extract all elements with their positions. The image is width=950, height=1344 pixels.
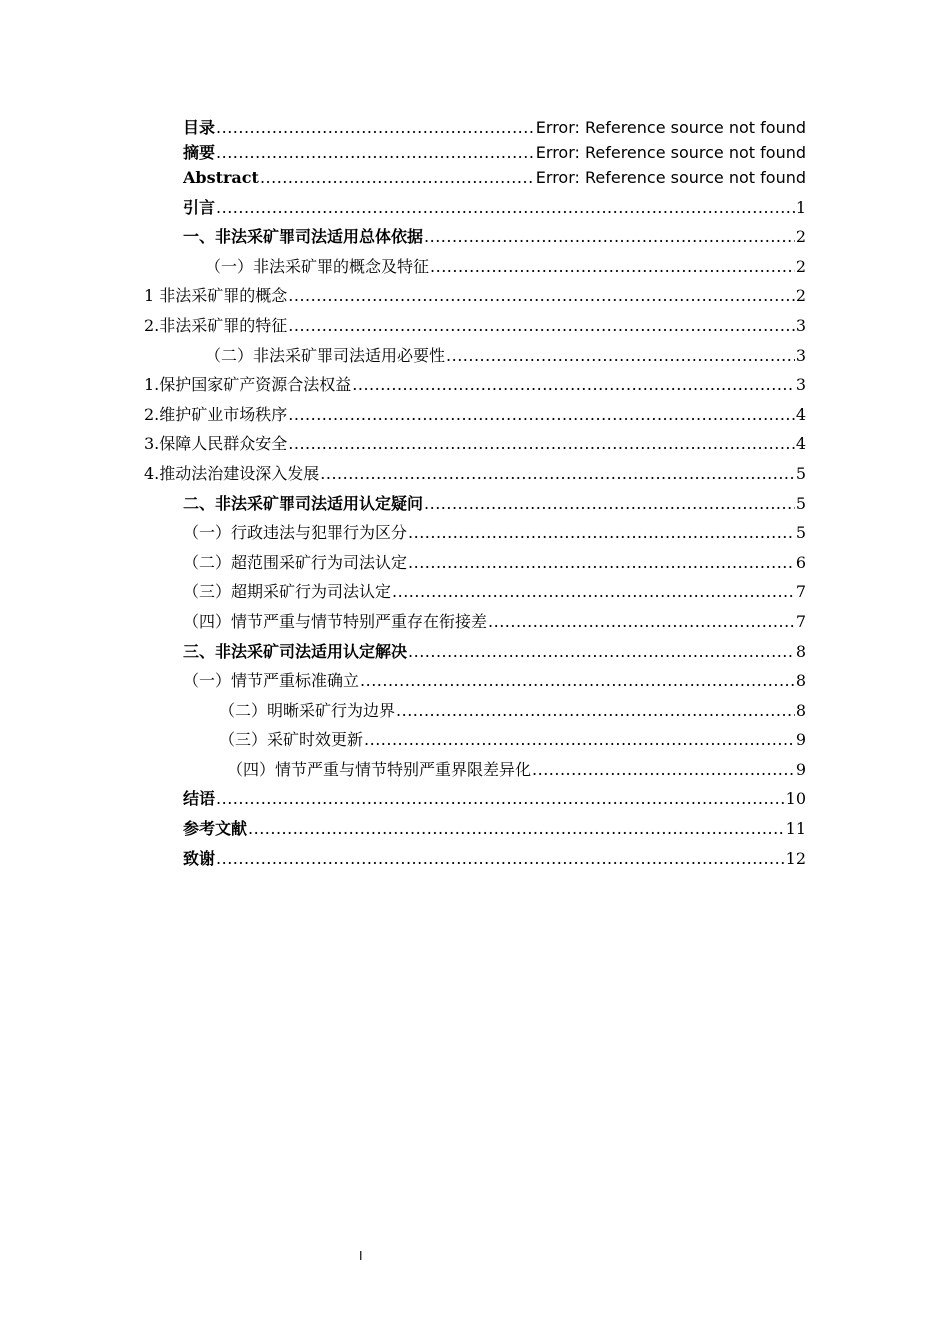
toc-entry-title: （一）非法采矿罪的概念及特征 [205, 257, 430, 276]
toc-entry-section-2-2[interactable] [183, 549, 806, 573]
toc-entry-page: 11 [785, 819, 806, 838]
toc-entry-title: （二）非法采矿罪司法适用必要性 [205, 346, 446, 365]
toc-entry-title: （三）超期采矿行为司法认定 [183, 582, 392, 601]
toc-entry-title: 摘要 [183, 143, 216, 162]
toc-entry-chapter-3[interactable] [183, 638, 806, 662]
toc-leader [216, 198, 795, 218]
toc-entry-page: 2 [795, 286, 806, 305]
toc-leader [216, 789, 785, 809]
toc-leader [392, 582, 795, 602]
toc-entry-page: 4 [795, 405, 806, 424]
toc-entry-title: 4.推动法治建设深入发展 [144, 464, 320, 483]
toc-entry-acknowledgements[interactable] [183, 845, 806, 869]
toc-entry-item-1-2-3[interactable] [144, 430, 806, 454]
toc-entry-section-1-2[interactable] [205, 342, 806, 366]
toc-entry-page: 7 [795, 582, 806, 601]
toc-entry-title: 1 非法采矿罪的概念 [144, 286, 288, 305]
toc-leader [288, 434, 795, 454]
toc-entry-item-1-2-2[interactable] [144, 401, 806, 425]
toc-entry-page: 6 [795, 553, 806, 572]
toc-entry-title: （四）情节严重与情节特别严重界限差异化 [227, 760, 532, 779]
toc-entry-title: 结语 [183, 789, 216, 808]
page-number: I [359, 1249, 363, 1263]
toc-entry-page: 10 [785, 789, 806, 808]
toc-entry-title: 一、非法采矿罪司法适用总体依据 [183, 227, 424, 246]
toc-leader [216, 118, 535, 138]
toc-leader [352, 375, 795, 395]
toc-leader [408, 553, 795, 573]
toc-entry-page: 9 [795, 760, 806, 779]
toc-leader [364, 730, 795, 750]
toc-entry-chapter-1[interactable] [183, 223, 806, 247]
toc-entry-page: Error: Reference source not found [535, 168, 806, 187]
toc-entry-page: 5 [795, 523, 806, 542]
toc-entry-page: 8 [795, 701, 806, 720]
toc-entry-item-1-1-2[interactable] [144, 312, 806, 336]
toc-entry-title: 参考文献 [183, 819, 248, 838]
toc-entry-page: 8 [795, 642, 806, 661]
toc-entry-page: 3 [795, 346, 806, 365]
toc-entry-title: 致谢 [183, 849, 216, 868]
toc-entry-chapter-2[interactable] [183, 490, 806, 514]
toc-leader [396, 701, 795, 721]
toc-entry-page: Error: Reference source not found [535, 143, 806, 162]
toc-entry-page: 9 [795, 730, 806, 749]
toc-entry-contents[interactable] [183, 114, 806, 138]
toc-entry-conclusion[interactable] [183, 785, 806, 809]
toc-entry-title: （一）行政违法与犯罪行为区分 [183, 523, 408, 542]
toc-leader [260, 168, 535, 188]
toc-entry-section-2-3[interactable] [183, 578, 806, 602]
toc-entry-section-3-2[interactable] [219, 697, 806, 721]
toc-leader [320, 464, 795, 484]
toc-entry-page: 2 [795, 227, 806, 246]
toc-entry-introduction[interactable] [183, 194, 806, 218]
toc-leader [424, 227, 795, 247]
toc-entry-title: 2.非法采矿罪的特征 [144, 316, 288, 335]
toc-entry-page: 12 [785, 849, 806, 868]
toc-entry-title: 目录 [183, 118, 216, 137]
toc-entry-item-1-1-1[interactable] [144, 282, 806, 306]
toc-entry-title: 引言 [183, 198, 216, 217]
toc-entry-section-3-4[interactable] [227, 756, 806, 780]
toc-entry-title: Abstract [183, 168, 259, 187]
toc-leader [488, 612, 795, 632]
toc-leader [248, 819, 785, 839]
toc-entry-page: 5 [795, 464, 806, 483]
toc-leader [288, 316, 795, 336]
toc-entry-page: 1 [795, 198, 806, 217]
toc-leader [532, 760, 795, 780]
toc-leader [424, 494, 795, 514]
toc-entry-section-1-1[interactable] [205, 253, 806, 277]
toc-entry-title: 二、非法采矿罪司法适用认定疑问 [183, 494, 424, 513]
toc-entry-title: 1.保护国家矿产资源合法权益 [144, 375, 352, 394]
toc-leader [430, 257, 795, 277]
toc-entry-title: （一）情节严重标准确立 [183, 671, 360, 690]
toc-leader [408, 642, 795, 662]
toc-leader [216, 143, 535, 163]
toc-entry-page: 2 [795, 257, 806, 276]
toc-entry-page: 8 [795, 671, 806, 690]
toc-entry-page: 3 [795, 375, 806, 394]
toc-entry-item-1-2-4[interactable] [144, 460, 806, 484]
toc-entry-section-3-3[interactable] [219, 726, 806, 750]
toc-leader [446, 346, 795, 366]
toc-leader [288, 286, 795, 306]
toc-entry-page: Error: Reference source not found [535, 118, 806, 137]
toc-entry-title: （三）采矿时效更新 [219, 730, 364, 749]
toc-entry-title: 2.维护矿业市场秩序 [144, 405, 288, 424]
toc-entry-section-2-4[interactable] [183, 608, 806, 632]
toc-leader [360, 671, 795, 691]
toc-leader [408, 523, 795, 543]
toc-entry-section-3-1[interactable] [183, 667, 806, 691]
toc-entry-abstract-cn[interactable] [183, 139, 806, 163]
toc-entry-title: 3.保障人民群众安全 [144, 434, 288, 453]
toc-entry-title: （二）超范围采矿行为司法认定 [183, 553, 408, 572]
toc-entry-page: 3 [795, 316, 806, 335]
toc-entry-page: 7 [795, 612, 806, 631]
toc-entry-title: 三、非法采矿司法适用认定解决 [183, 642, 408, 661]
toc-entry-abstract-en[interactable] [183, 164, 806, 188]
toc-entry-page: 4 [795, 434, 806, 453]
toc-entry-section-2-1[interactable] [183, 519, 806, 543]
toc-entry-title: （四）情节严重与情节特别严重存在衔接差 [183, 612, 488, 631]
toc-leader [288, 405, 795, 425]
toc-leader [216, 849, 785, 869]
toc-entry-title: （二）明晰采矿行为边界 [219, 701, 396, 720]
toc-entry-page: 5 [795, 494, 806, 513]
toc-entry-item-1-2-1[interactable] [144, 371, 806, 395]
toc-entry-references[interactable] [183, 815, 806, 839]
